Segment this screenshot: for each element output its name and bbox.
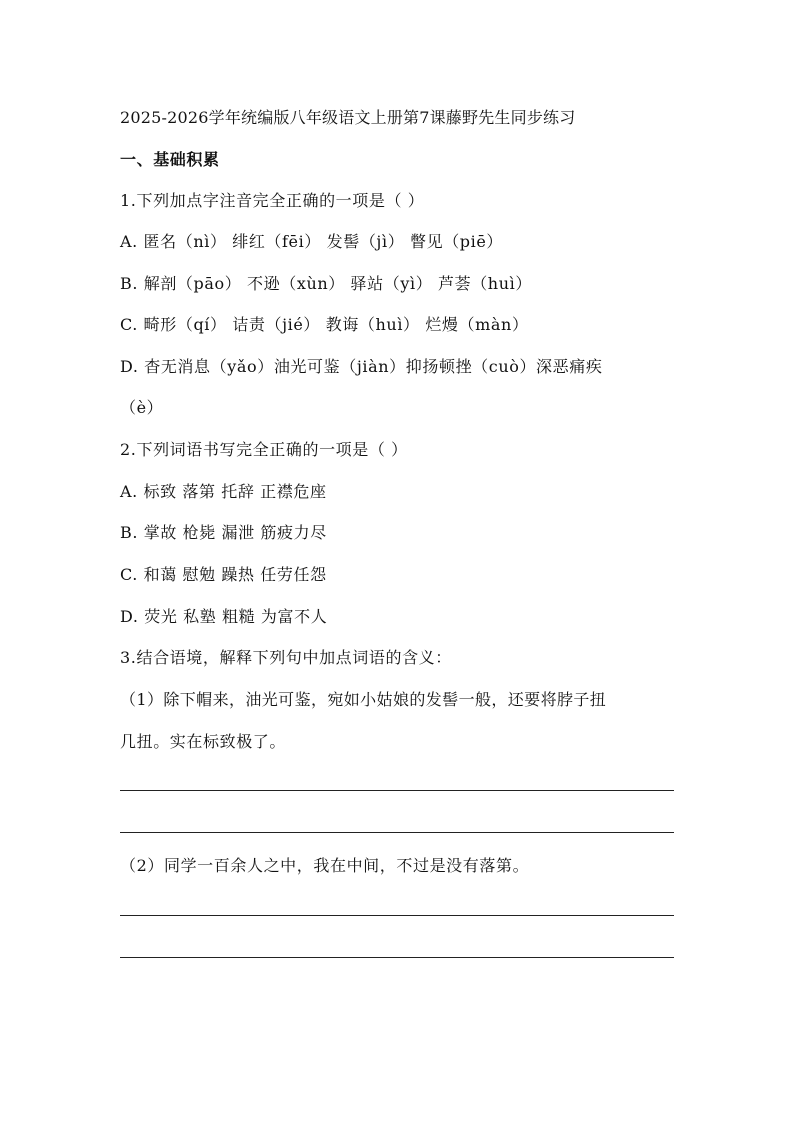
question-2-option-b: B. 掌故 枪毙 漏泄 筋疲力尽 [120,523,327,542]
question-3-sentence-1-continued: 几扭。实在标致极了。 [120,732,287,751]
worksheet-title: 2025-2026学年统编版八年级语文上册第7课藤野先生同步练习 [120,108,576,127]
question-2-option-a: A. 标致 落第 托辞 正襟危座 [120,482,327,501]
question-1-option-d: D. 杳无消息（yǎo）油光可鉴（jiàn）抑扬顿挫（cuò）深恶痛疾 [120,357,603,376]
question-3-stem: 3.结合语境，解释下列句中加点词语的含义： [120,648,452,667]
answer-line-4[interactable] [120,957,674,958]
question-1-stem: 1.下列加点字注音完全正确的一项是（ ） [120,191,425,210]
section-heading: 一、基础积累 [120,150,220,169]
question-2-option-c: C. 和蔼 慰勉 躁热 任劳任怨 [120,565,327,584]
question-3-sentence-1: （1）除下帽来，油光可鉴，宛如小姑娘的发髻一般，还要将脖子扭 [120,690,607,709]
question-1-option-c: C. 畸形（qí） 诘责（jié） 教诲（huì） 烂熳（màn） [120,315,529,334]
question-1-option-a: A. 匿名（nì） 绯红（fēi） 发髻（jì） 瞥见（piē） [120,232,504,251]
question-1-option-d-continued: （è） [120,398,164,417]
question-2-option-d: D. 荧光 私塾 粗糙 为富不人 [120,607,328,626]
answer-line-2[interactable] [120,832,674,833]
question-2-stem: 2.下列词语书写完全正确的一项是（ ） [120,440,408,459]
answer-line-3[interactable] [120,915,674,916]
answer-line-1[interactable] [120,790,674,791]
question-1-option-b: B. 解剖（pāo） 不逊（xùn） 驿站（yì） 芦荟（huì） [120,274,532,293]
question-3-sentence-2: （2）同学一百余人之中，我在中间，不过是没有落第。 [120,856,530,875]
